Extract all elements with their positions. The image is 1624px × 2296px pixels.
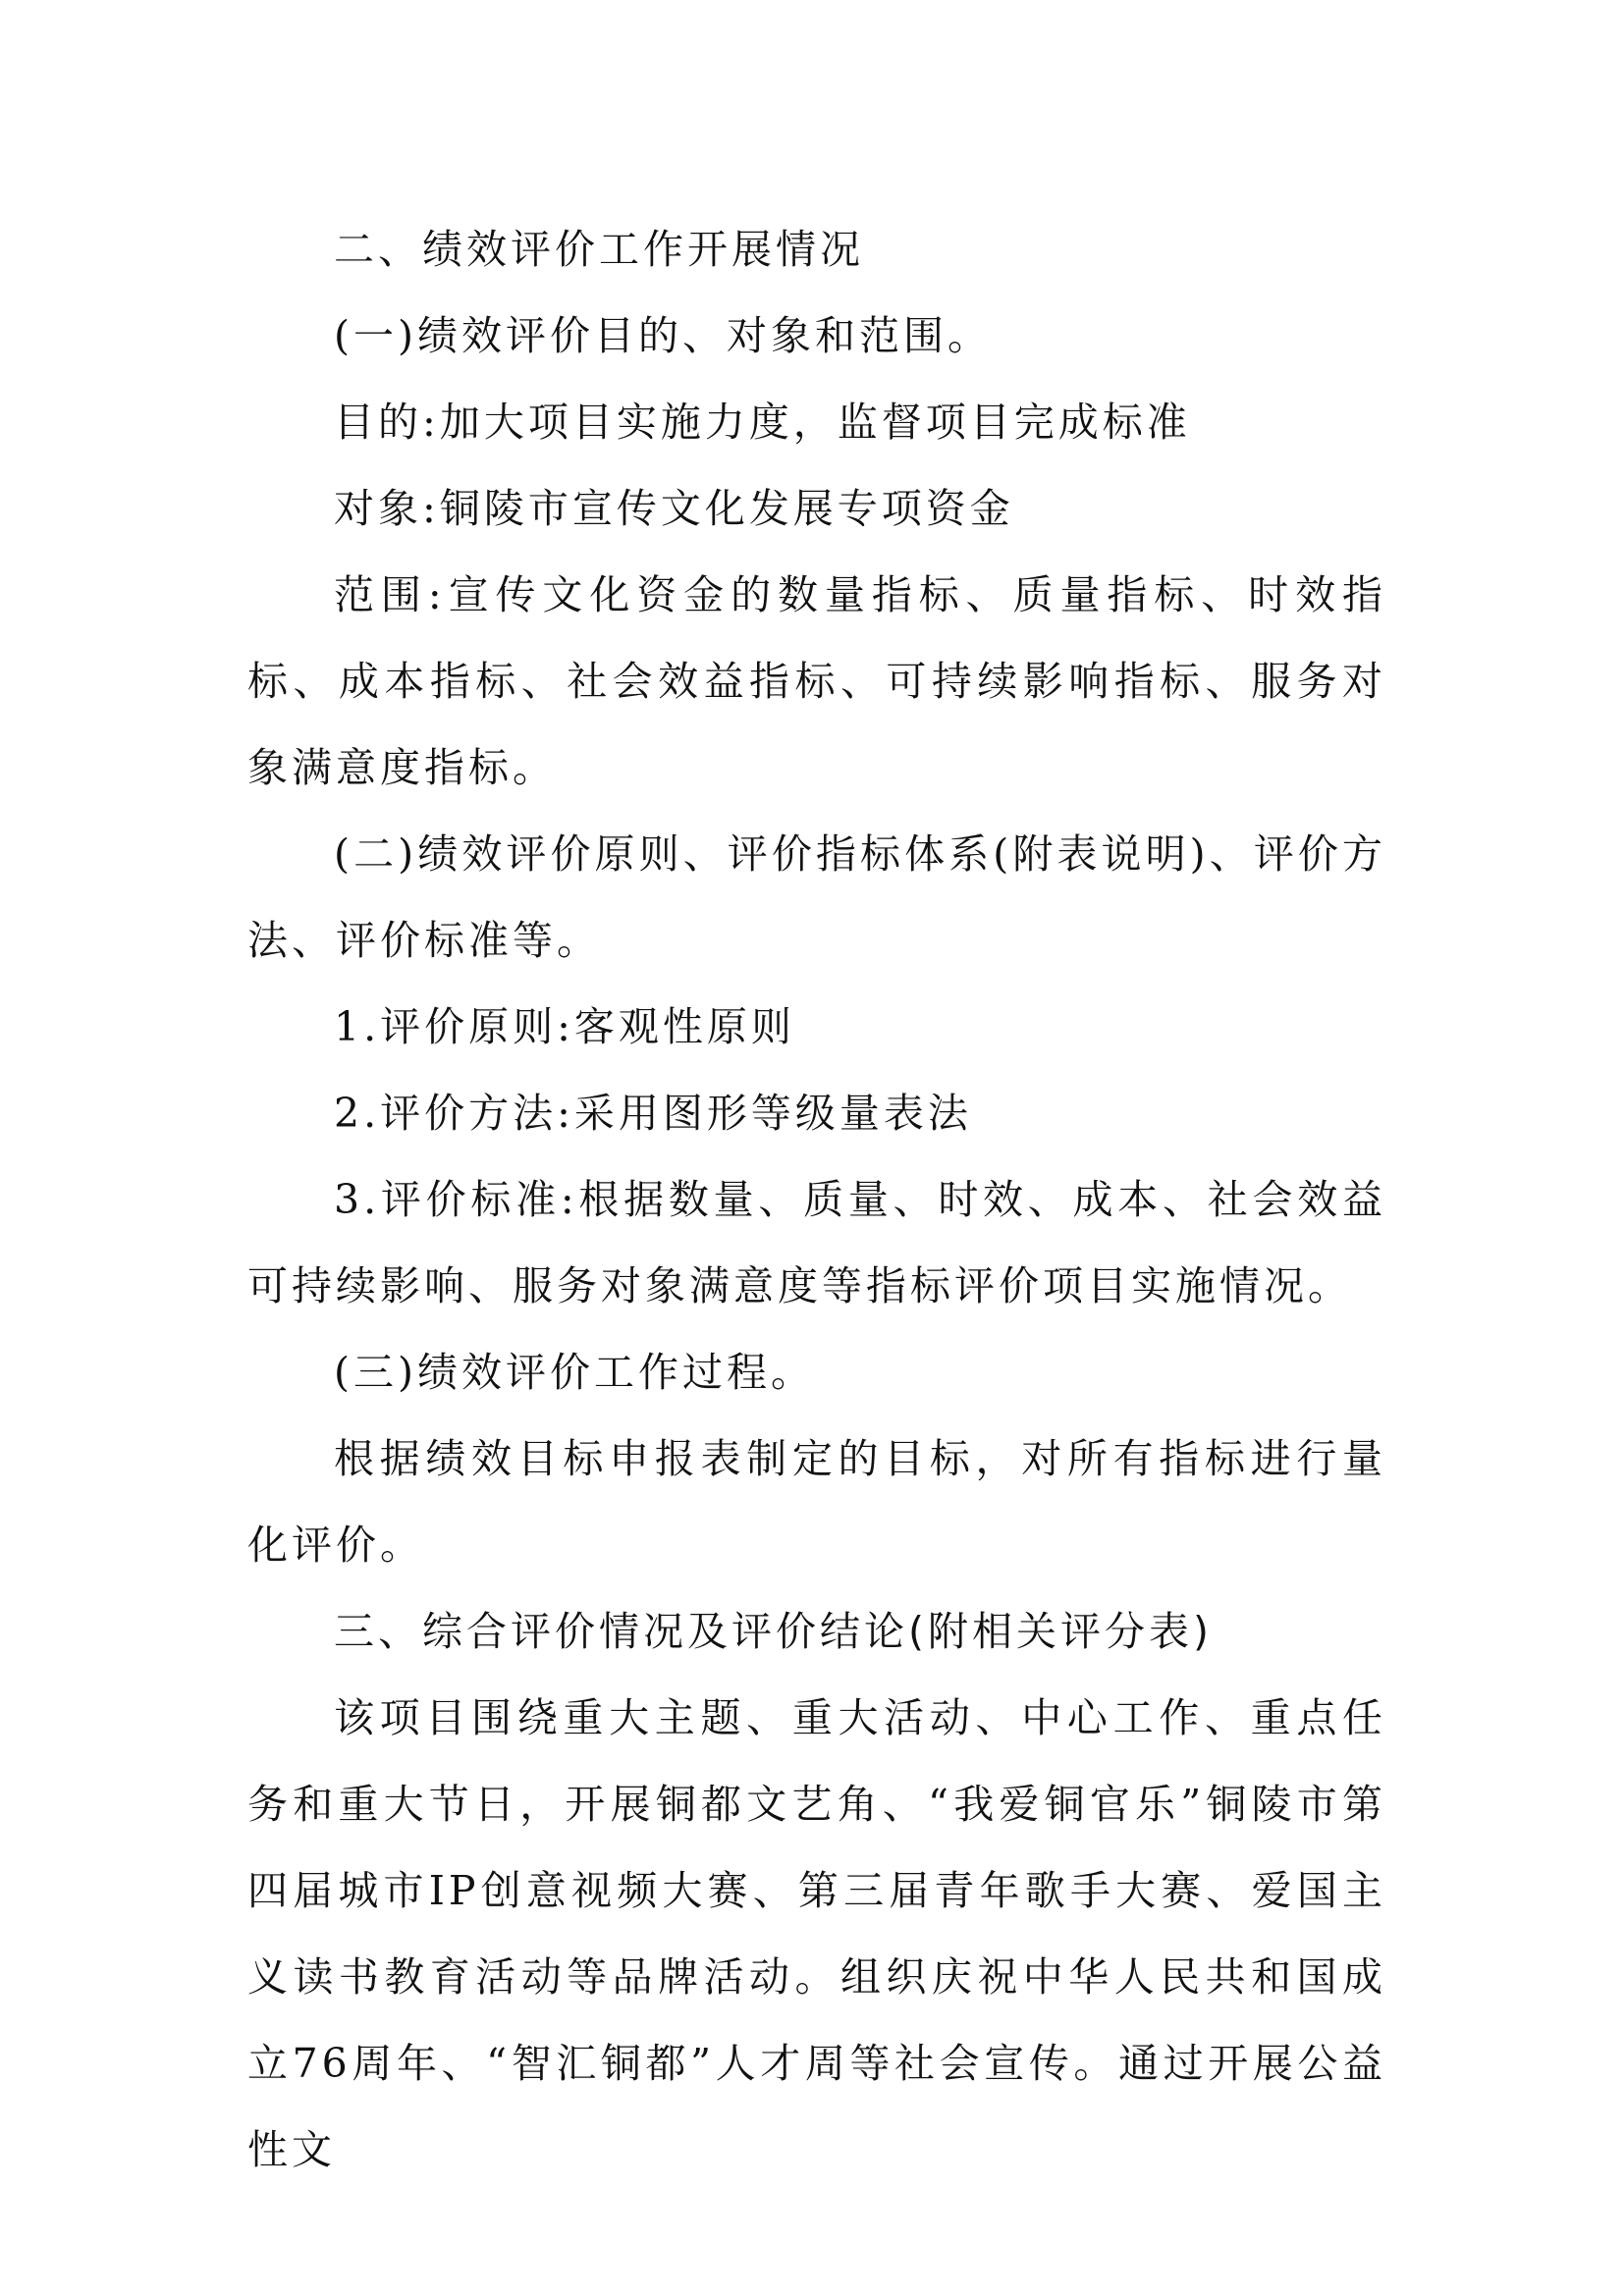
paragraph-principle: 1.评价原则:客观性原则 (334, 1003, 795, 1050)
section-heading-3: 三、综合评价情况及评价结论(附相关评分表) (334, 1608, 1213, 1655)
subsection-heading-1: (一)绩效评价目的、对象和范围。 (334, 312, 992, 359)
paragraph-scope: 范围:宣传文化资金的数量指标、质量指标、时效指标、成本指标、社会效益指标、可持续影响指标、服务对象满意度指标。 (247, 571, 1386, 791)
subsection-heading-2: (二)绩效评价原则、评价指标体系(附表说明)、评价方法、评价标准等。 (247, 830, 1386, 964)
subsection-heading-3: (三)绩效评价工作过程。 (334, 1349, 815, 1396)
document-body (247, 206, 1386, 2193)
paragraph-process: 根据绩效目标申报表制定的目标，对所有指标进行量化评价。 (247, 1435, 1386, 1569)
paragraph-standard: 3.评价标准:根据数量、质量、时效、成本、社会效益可持续影响、服务对象满意度等指标评价项目实施情况。 (247, 1176, 1386, 1309)
section-heading-2: 二、绩效评价工作开展情况 (334, 226, 864, 273)
paragraph-method: 2.评价方法:采用图形等级量表法 (334, 1090, 972, 1137)
paragraph-purpose: 目的:加大项目实施力度，监督项目完成标准 (334, 399, 1191, 446)
paragraph-object: 对象:铜陵市宣传文化发展专项资金 (334, 485, 1014, 532)
paragraph-conclusion: 该项目围绕重大主题、重大活动、中心工作、重点任务和重大节日，开展铜都文艺角、“我爱铜官乐”铜陵市第四届城市IP创意视频大赛、第三届青年歌手大赛、爱国主义读书教育活动等品牌活动。组织庆祝中华人民共和国成立76周年、“智汇铜都”人才周等社会宣传。通过开展公益性文 (247, 1694, 1386, 2173)
